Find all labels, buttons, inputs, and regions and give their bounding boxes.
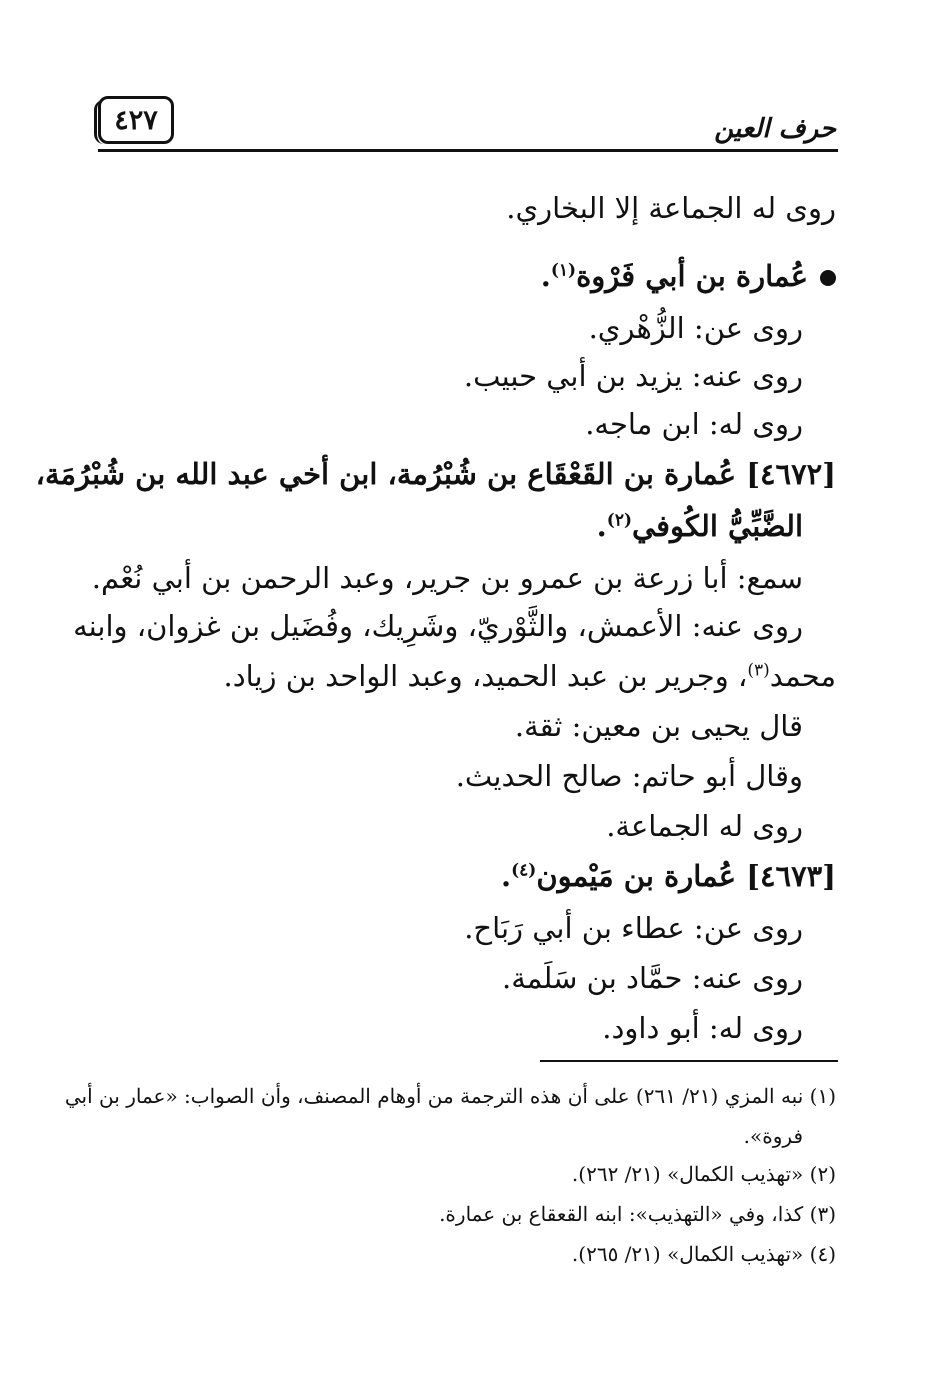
entry-end: . [500,859,512,893]
entry-heading [35,450,836,498]
body-line: روى له: ابن ماجه. [585,407,803,441]
body-line: روى عنه: يزيد بن أبي حبيب. [463,359,803,393]
entry-name: عُمارة بن أبي فَرْوة [576,259,808,293]
body-line: روى عن: عطاء بن أبي رَبَاح. [464,911,803,945]
entry-title: عُمارة بن القَعْقَاع بن شُبْرُمة، ابن أخي عبد الله بن شُبْرُمَة، [35,457,737,491]
entry-heading [541,252,836,300]
bullet-icon [820,270,836,286]
entry-end: . [540,259,551,293]
header-rule [98,149,838,152]
body-line: وقال أبو حاتم: صالح الحديث. [455,759,803,793]
entry-heading [501,852,836,900]
body-line: سمع: أبا زرعة بن عمرو بن جرير، وعبد الرحمن بن أبي نُعْم. [91,561,803,595]
footnote-ref: (٢) [606,510,633,531]
footnote: (٣) كذا، وفي «التهذيب»: ابنه القعقاع بن عمارة. [439,1202,836,1226]
footnote-ref: (٣) [747,660,770,681]
body-line: روى له الجماعة. [606,809,803,843]
body-text: ، وجرير بن عبد الحميد، وعبد الواحد بن زياد. [223,659,748,693]
body-line: روى عنه: حمَّاد بن سَلَمة. [502,961,803,995]
running-head: حرف العين [714,114,836,144]
footnote-ref: (١) [550,260,577,281]
entry-number: [٤٦٧٣] [746,859,836,893]
body-line [224,652,836,700]
body-line: روى عنه: الأعمش، والثَّوْريّ، وشَرِيك، وفُضَيل بن غزوان، وابنه [73,609,803,643]
entry-title-cont: الضَّبِّيُّ الكُوفي [632,509,803,543]
footnote: (١) نبه المزي (٢١/ ٢٦١) على أن هذه الترجمة من أوهام المصنف، وأن الصواب: «عمار بن أبي [64,1084,836,1108]
body-line: روى له: أبو داود. [602,1011,803,1045]
entry-name: عُمارة بن مَيْمون [536,859,737,893]
entry-number: [٤٦٧٢] [746,457,836,491]
page-number: ٤٢٧ [98,96,174,144]
entry-heading-cont [597,502,803,550]
entry-end: . [596,509,607,543]
footnote-rule [540,1060,838,1062]
footnote: (٤) «تهذيب الكمال» (٢١/ ٢٦٥). [571,1242,836,1266]
footnote-ref: (٤) [511,860,537,881]
body-text: محمد [769,659,836,693]
body-line: قال يحيى بن معين: ثقة. [514,709,803,743]
body-line: روى له الجماعة إلا البخاري. [506,191,836,225]
footnote-cont: فروة». [743,1124,803,1148]
body-line: روى عن: الزُّهْري. [588,311,803,345]
footnote: (٢) «تهذيب الكمال» (٢١/ ٢٦٢). [571,1162,836,1186]
